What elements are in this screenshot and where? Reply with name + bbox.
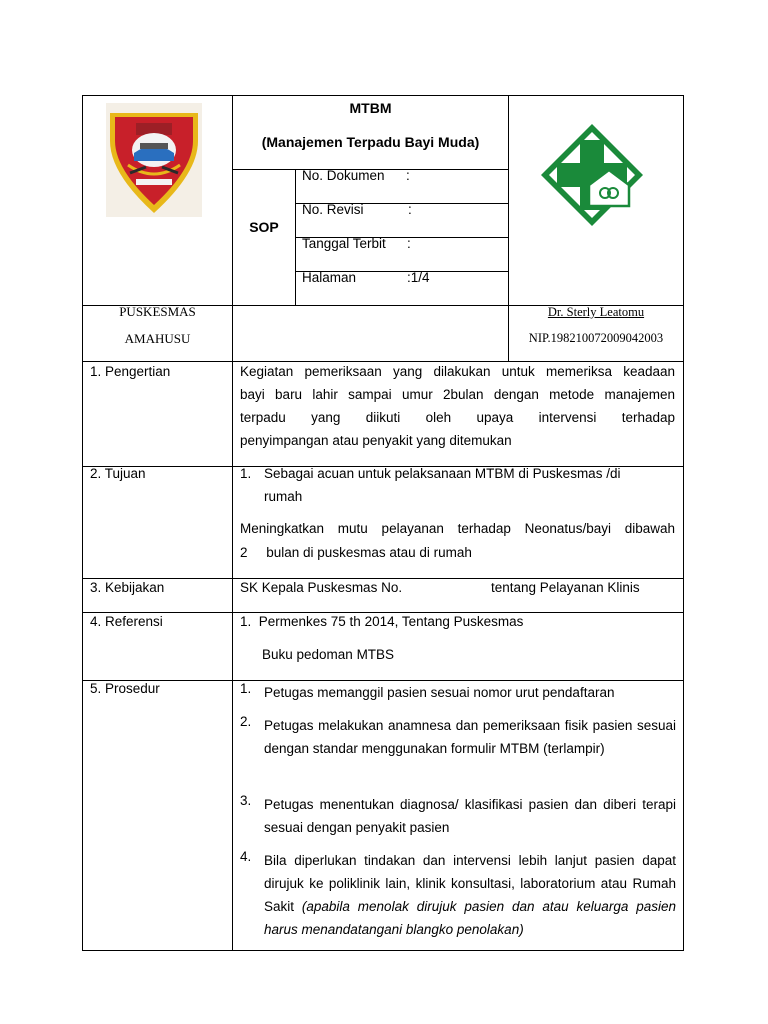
signer-name: Dr. Sterly Leatomu: [547, 305, 645, 319]
text-line: terpadu yang diikuti oleh upaya intervensi terhadap: [240, 410, 675, 425]
field-value: :: [407, 236, 411, 251]
row-line: [82, 612, 684, 613]
puskesmas-logo: [539, 122, 645, 228]
prosedur-step: [240, 849, 676, 941]
step-number: 2.: [240, 714, 252, 729]
tujuan-item-line1: Sebagai acuan untuk pelaksanaan MTBM di Puskesmas /di: [264, 466, 621, 481]
referensi-item-2: Buku pedoman MTBS: [262, 647, 395, 662]
section-label-kebijakan: 3. Kebijakan: [90, 580, 165, 595]
step-text: Petugas melakukan anamnesa dan pemeriksaan fisik pasien sesuai dengan standar menggunakan formulir MTBM (terlampir): [264, 718, 676, 756]
tujuan-paragraph-line1: Meningkatkan mutu pelayanan terhadap Neonatus/bayi dibawah: [240, 521, 675, 536]
prosedur-step: [240, 714, 676, 760]
section-label-pengertian: 1. Pengertian: [90, 364, 171, 379]
step-number: 3.: [240, 793, 252, 808]
section-label-tujuan: 2. Tujuan: [90, 466, 146, 481]
step-text: Petugas memanggil pasien sesuai nomor urut pendaftaran: [264, 685, 615, 700]
regional-emblem-logo: [106, 103, 202, 217]
field-value: :1/4: [407, 270, 430, 285]
prosedur-step: [240, 681, 676, 704]
text-line: bayi baru lahir sampai umur 2bulan dengan metode manajemen: [240, 387, 675, 402]
sop-label: SOP: [249, 219, 279, 235]
tujuan-item-number: 1.: [240, 466, 252, 481]
field-label: Halaman: [302, 270, 357, 285]
table-border-top: [82, 95, 684, 96]
table-border-bottom: [82, 950, 684, 951]
header-right-divider: [508, 95, 509, 361]
field-value: :: [408, 202, 412, 217]
section-label-referensi: 4. Referensi: [90, 614, 163, 629]
row-line: [82, 578, 684, 579]
field-label: No. Dokumen: [302, 168, 385, 183]
referensi-item-1: 1. Permenkes 75 th 2014, Tentang Puskesmas: [240, 614, 524, 629]
org-name-line1: PUSKESMAS: [119, 304, 196, 319]
pengertian-text: [240, 360, 675, 452]
table-border-right: [683, 95, 684, 951]
step-number: 1.: [240, 681, 252, 696]
org-name-line2: AMAHUSU: [124, 331, 191, 346]
section-label-prosedur: 5. Prosedur: [90, 681, 160, 696]
kebijakan-text-left: SK Kepala Puskesmas No.: [240, 580, 403, 595]
document-subtitle: (Manajemen Terpadu Bayi Muda): [261, 134, 480, 150]
table-border-left: [82, 95, 83, 951]
kebijakan-text-right: tentang Pelayanan Klinis: [491, 580, 640, 595]
step-text: Petugas menentukan diagnosa/ klasifikasi pasien dan diberi terapi sesuai dengan penyakit pasien: [264, 797, 676, 835]
tujuan-item-line2: rumah: [264, 489, 303, 504]
tujuan-paragraph-line2: 2 bulan di puskesmas atau di rumah: [240, 545, 472, 560]
text-line: Kegiatan pemeriksaan yang dilakukan untuk memeriksa keadaan: [240, 364, 675, 379]
text-line: penyimpangan atau penyakit yang ditemukan: [240, 433, 512, 448]
prosedur-step: [240, 793, 676, 839]
step-number: 4.: [240, 849, 252, 864]
signer-nip: NIP.198210072009042003: [528, 331, 664, 345]
document-title: MTBM: [349, 100, 392, 116]
field-label: No. Revisi: [302, 202, 364, 217]
step-text: [264, 849, 676, 941]
step-text-main: Bila diperlukan tindakan dan intervensi lebih lanjut pasien dapat dirujuk ke poliklinik lain, klinik konsultasi, laboratorium atau Rumah Sakit: [264, 853, 676, 914]
field-label: Tanggal Terbit: [302, 236, 386, 251]
field-value: :: [406, 168, 410, 183]
step-text-note: (apabila menolak dirujuk pasien dan atau keluarga pasien harus menandatangani blangko penolakan): [264, 899, 676, 937]
